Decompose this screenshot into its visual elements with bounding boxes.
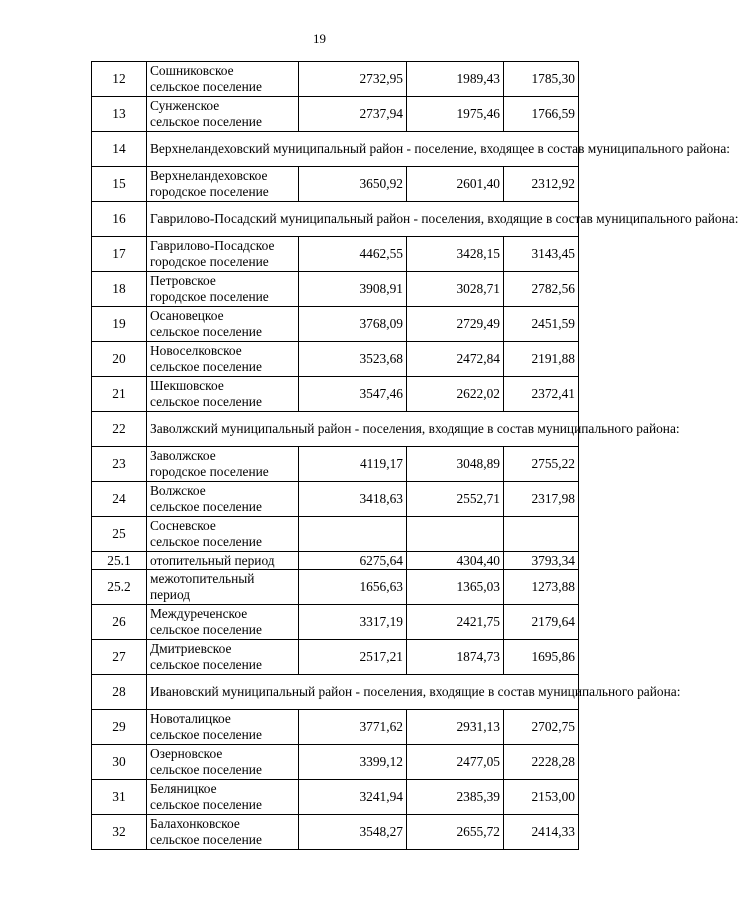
- value-cell-1: 4462,55: [299, 237, 407, 272]
- table-row: [92, 675, 579, 710]
- district-heading: Ивановский муниципальный район - поселения, входящие в состав муниципального района:: [147, 675, 579, 710]
- value-cell-2: 2472,84: [407, 342, 504, 377]
- table-row: [92, 570, 579, 605]
- value-cell-1: 3399,12: [299, 745, 407, 780]
- value-cell-2: 2931,13: [407, 710, 504, 745]
- settlement-name-line: сельское поселение: [150, 359, 262, 374]
- row-number: 26: [92, 605, 147, 640]
- value-cell-1: 3547,46: [299, 377, 407, 412]
- settlement-name-line: сельское поселение: [150, 394, 262, 409]
- settlement-name-line: сельское поселение: [150, 534, 262, 549]
- row-number: 31: [92, 780, 147, 815]
- value-cell-2: 2552,71: [407, 482, 504, 517]
- value-cell-3: 1273,88: [504, 570, 579, 605]
- value-cell-1: 3548,27: [299, 815, 407, 850]
- row-number: 21: [92, 377, 147, 412]
- value-cell-2: 1365,03: [407, 570, 504, 605]
- settlement-name-line: сельское поселение: [150, 114, 262, 129]
- value-cell-2: 2385,39: [407, 780, 504, 815]
- value-cell-3: 1695,86: [504, 640, 579, 675]
- row-number: 16: [92, 202, 147, 237]
- settlement-name-line: Шекшовское: [150, 378, 224, 393]
- row-number: 15: [92, 167, 147, 202]
- value-cell-2: 2421,75: [407, 605, 504, 640]
- table-row: [92, 62, 579, 97]
- table-row: [92, 815, 579, 850]
- settlement-name-line: межотопительный: [150, 571, 255, 586]
- row-number: 25.2: [92, 570, 147, 605]
- settlement-name-line: Гаврилово-Посадское: [150, 238, 275, 253]
- settlement-name: [147, 552, 299, 570]
- value-cell-3: 2312,92: [504, 167, 579, 202]
- settlement-name-line: сельское поселение: [150, 727, 262, 742]
- settlement-name-line: Балахонковское: [150, 816, 240, 831]
- settlement-name-line: Новоталицкое: [150, 711, 231, 726]
- district-heading: Заволжский муниципальный район - поселения, входящие в состав муниципального района:: [147, 412, 579, 447]
- value-cell-1: 3523,68: [299, 342, 407, 377]
- row-number: 30: [92, 745, 147, 780]
- settlement-name: [147, 815, 299, 850]
- settlement-name: [147, 237, 299, 272]
- table-row: [92, 167, 579, 202]
- value-cell-3: 2755,22: [504, 447, 579, 482]
- value-cell-1: 3317,19: [299, 605, 407, 640]
- table-row: [92, 307, 579, 342]
- table-row: [92, 412, 579, 447]
- value-cell-3: 1766,59: [504, 97, 579, 132]
- settlement-name: [147, 167, 299, 202]
- settlement-name-line: Верхнеландеховское: [150, 168, 268, 183]
- value-cell-3: 2153,00: [504, 780, 579, 815]
- value-cell-1: 3771,62: [299, 710, 407, 745]
- settlement-name-line: городское поселение: [150, 464, 269, 479]
- settlement-name: [147, 780, 299, 815]
- value-cell-3: 3143,45: [504, 237, 579, 272]
- value-cell-3: 2317,98: [504, 482, 579, 517]
- value-cell-3: [504, 517, 579, 552]
- tariff-table: [91, 61, 738, 850]
- settlement-name: [147, 307, 299, 342]
- value-cell-1: 2517,21: [299, 640, 407, 675]
- table-row: [92, 272, 579, 307]
- settlement-name-line: сельское поселение: [150, 324, 262, 339]
- value-cell-2: [407, 517, 504, 552]
- value-cell-3: 2179,64: [504, 605, 579, 640]
- settlement-name-line: сельское поселение: [150, 622, 262, 637]
- settlement-name-line: сельское поселение: [150, 499, 262, 514]
- settlement-name: [147, 97, 299, 132]
- settlement-name-line: отопительный период: [150, 552, 275, 568]
- settlement-name: [147, 342, 299, 377]
- settlement-name-line: сельское поселение: [150, 832, 262, 847]
- value-cell-1: 2732,95: [299, 62, 407, 97]
- table-row: [92, 202, 579, 237]
- value-cell-2: 3428,15: [407, 237, 504, 272]
- settlement-name-line: Сошниковское: [150, 63, 234, 78]
- row-number: 25: [92, 517, 147, 552]
- value-cell-1: 4119,17: [299, 447, 407, 482]
- settlement-name-line: Сосневское: [150, 518, 216, 533]
- settlement-name-line: сельское поселение: [150, 762, 262, 777]
- row-number: 14: [92, 132, 147, 167]
- value-cell-3: 2414,33: [504, 815, 579, 850]
- row-number: 32: [92, 815, 147, 850]
- value-cell-2: 1989,43: [407, 62, 504, 97]
- value-cell-2: 2622,02: [407, 377, 504, 412]
- row-number: 12: [92, 62, 147, 97]
- settlement-name-line: Волжское: [150, 483, 206, 498]
- settlement-name: [147, 640, 299, 675]
- settlement-name-line: Сунженское: [150, 98, 220, 113]
- value-cell-3: 2702,75: [504, 710, 579, 745]
- value-cell-2: 2729,49: [407, 307, 504, 342]
- row-number: 19: [92, 307, 147, 342]
- value-cell-3: 2782,56: [504, 272, 579, 307]
- table-row: [92, 517, 579, 552]
- value-cell-2: 3028,71: [407, 272, 504, 307]
- value-cell-1: 1656,63: [299, 570, 407, 605]
- row-number: 29: [92, 710, 147, 745]
- value-cell-2: 4304,40: [407, 552, 504, 570]
- settlement-name: [147, 377, 299, 412]
- settlement-name-line: Осановецкое: [150, 308, 224, 323]
- table-row: [92, 237, 579, 272]
- table-row: [92, 745, 579, 780]
- value-cell-1: 3241,94: [299, 780, 407, 815]
- settlement-name-line: период: [150, 587, 191, 602]
- row-number: 24: [92, 482, 147, 517]
- table-row: [92, 377, 579, 412]
- page-number: 19: [313, 31, 326, 46]
- table-row: [92, 482, 579, 517]
- row-number: 28: [92, 675, 147, 710]
- row-number: 22: [92, 412, 147, 447]
- value-cell-1: 3908,91: [299, 272, 407, 307]
- row-number: 25.1: [92, 552, 147, 570]
- table-row: [92, 780, 579, 815]
- value-cell-1: 3768,09: [299, 307, 407, 342]
- table-row: [92, 552, 579, 570]
- table-row: [92, 97, 579, 132]
- value-cell-1: 3650,92: [299, 167, 407, 202]
- settlement-name-line: Новоселковское: [150, 343, 242, 358]
- settlement-name: [147, 710, 299, 745]
- settlement-name: [147, 605, 299, 640]
- settlement-name-line: Междуреченское: [150, 606, 248, 621]
- district-heading: Гаврилово-Посадский муниципальный район - поселения, входящие в состав муниципального района:: [147, 202, 579, 237]
- value-cell-1: 3418,63: [299, 482, 407, 517]
- row-number: 18: [92, 272, 147, 307]
- settlement-name: [147, 517, 299, 552]
- value-cell-1: 2737,94: [299, 97, 407, 132]
- value-cell-3: 1785,30: [504, 62, 579, 97]
- value-cell-2: 1975,46: [407, 97, 504, 132]
- table-row: [92, 640, 579, 675]
- value-cell-3: 3793,34: [504, 552, 579, 570]
- settlement-name: [147, 272, 299, 307]
- settlement-name-line: Дмитриевское: [150, 641, 232, 656]
- settlement-name-line: Петровское: [150, 273, 216, 288]
- value-cell-3: 2372,41: [504, 377, 579, 412]
- settlement-name-line: городское поселение: [150, 254, 269, 269]
- table-row: [92, 605, 579, 640]
- settlement-name-line: Озерновское: [150, 746, 223, 761]
- table-row: [92, 447, 579, 482]
- value-cell-2: 1874,73: [407, 640, 504, 675]
- value-cell-3: 2228,28: [504, 745, 579, 780]
- settlement-name-line: городское поселение: [150, 289, 269, 304]
- settlement-name-line: Беляницкое: [150, 781, 217, 796]
- settlement-name: [147, 570, 299, 605]
- settlement-name-line: сельское поселение: [150, 79, 262, 94]
- value-cell-1: [299, 517, 407, 552]
- row-number: 27: [92, 640, 147, 675]
- settlement-name-line: сельское поселение: [150, 657, 262, 672]
- value-cell-2: 2655,72: [407, 815, 504, 850]
- value-cell-3: 2191,88: [504, 342, 579, 377]
- settlement-name-line: Заволжское: [150, 448, 216, 463]
- row-number: 17: [92, 237, 147, 272]
- value-cell-2: 2477,05: [407, 745, 504, 780]
- table-row: [92, 342, 579, 377]
- value-cell-1: 6275,64: [299, 552, 407, 570]
- row-number: 13: [92, 97, 147, 132]
- value-cell-3: 2451,59: [504, 307, 579, 342]
- settlement-name-line: городское поселение: [150, 184, 269, 199]
- district-heading: Верхнеландеховский муниципальный район - поселение, входящее в состав муниципального района:: [147, 132, 579, 167]
- row-number: 23: [92, 447, 147, 482]
- table-body: [92, 62, 738, 850]
- settlement-name-line: сельское поселение: [150, 797, 262, 812]
- table-row: [92, 132, 579, 167]
- value-cell-2: 3048,89: [407, 447, 504, 482]
- settlement-name: [147, 447, 299, 482]
- row-number: 20: [92, 342, 147, 377]
- table-row: [92, 710, 579, 745]
- settlement-name: [147, 745, 299, 780]
- settlement-name: [147, 482, 299, 517]
- settlement-name: [147, 62, 299, 97]
- value-cell-2: 2601,40: [407, 167, 504, 202]
